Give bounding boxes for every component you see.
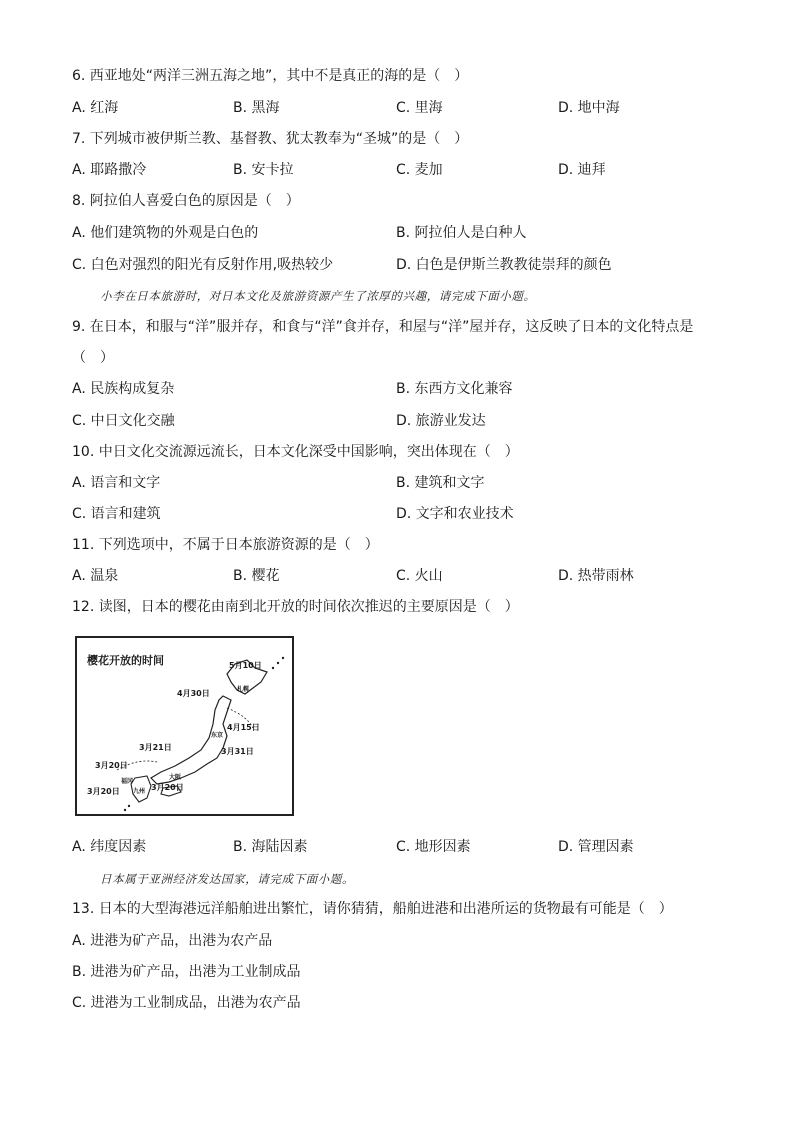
q8-stem: 8. 阿拉伯人喜爱白色的原因是（ ） bbox=[72, 193, 300, 209]
q9-stem-continued: （ ） bbox=[72, 350, 114, 366]
q13-option-c: C. 进港为工业制成品，出港为农产品 bbox=[72, 995, 301, 1011]
map-title: 樱花开放的时间 bbox=[87, 654, 164, 667]
q13-option-a: A. 进港为矿产品，出港为农产品 bbox=[72, 933, 273, 949]
map-city-tokyo: 东京 bbox=[211, 732, 224, 739]
q8-option-b: B. 阿拉伯人是白种人 bbox=[396, 225, 527, 241]
map-label-may10: 5月10日 bbox=[229, 661, 262, 670]
q13-option-b: B. 进港为矿产品，出港为工业制成品 bbox=[72, 964, 301, 980]
map-label-mar20-a: 3月20日 bbox=[95, 761, 128, 770]
q11-option-b: B. 樱花 bbox=[233, 568, 280, 584]
q9-option-b: B. 东西方文化兼容 bbox=[396, 381, 513, 397]
map-label-mar20-c: 3月20日 bbox=[151, 783, 184, 792]
map-label-mar20-b: 3月20日 bbox=[87, 787, 120, 796]
q6-option-d: D. 地中海 bbox=[558, 100, 620, 116]
map-city-osaka: 大阪 bbox=[169, 774, 182, 781]
q6-option-b: B. 黑海 bbox=[233, 100, 280, 116]
q7-option-d: D. 迪拜 bbox=[558, 162, 606, 178]
map-city-fukuoka: 福冈 bbox=[121, 778, 134, 785]
q11-stem: 11. 下列选项中，不属于日本旅游资源的是（ ） bbox=[72, 537, 379, 553]
map-city-sapporo: 札幌 bbox=[237, 686, 250, 693]
q12-option-b: B. 海陆因素 bbox=[233, 839, 308, 855]
q9-option-a: A. 民族构成复杂 bbox=[72, 381, 175, 397]
q7-option-a: A. 耶路撒冷 bbox=[72, 162, 147, 178]
q8-option-d: D. 白色是伊斯兰教教徒崇拜的颜色 bbox=[396, 257, 612, 273]
q12-option-a: A. 纬度因素 bbox=[72, 839, 147, 855]
q8-option-a: A. 他们建筑物的外观是白色的 bbox=[72, 225, 259, 241]
map-label-apr15: 4月15日 bbox=[227, 723, 260, 732]
q10-option-b: B. 建筑和文字 bbox=[396, 475, 485, 491]
q7-option-b: B. 安卡拉 bbox=[233, 162, 294, 178]
q6-option-a: A. 红海 bbox=[72, 100, 119, 116]
q12-stem: 12. 读图，日本的樱花由南到北开放的时间依次推迟的主要原因是（ ） bbox=[72, 599, 519, 615]
section-note: 小李在日本旅游时，对日本文化及旅游资源产生了浓厚的兴趣，请完成下面小题。 bbox=[100, 289, 536, 303]
q9-option-c: C. 中日文化交融 bbox=[72, 413, 175, 429]
q6-option-c: C. 里海 bbox=[396, 100, 443, 116]
q8-option-c: C. 白色对强烈的阳光有反射作用,吸热较少 bbox=[72, 257, 334, 273]
q10-option-d: D. 文字和农业技术 bbox=[396, 506, 514, 522]
q7-stem: 7. 下列城市被伊斯兰教、基督教、犹太教奉为“圣城”的是（ ） bbox=[72, 131, 469, 147]
map-label-mar31: 3月31日 bbox=[221, 747, 254, 756]
q11-option-c: C. 火山 bbox=[396, 568, 443, 584]
q13-stem: 13. 日本的大型海港远洋船舶进出繁忙，请你猜猜，船舶进港和出港所运的货物最有可能是（ ） bbox=[72, 901, 673, 917]
q10-stem: 10. 中日文化交流源远流长，日本文化深受中国影响，突出体现在（ ） bbox=[72, 444, 519, 460]
q11-option-d: D. 热带雨林 bbox=[558, 568, 634, 584]
map-city-kyushu: 九州 bbox=[133, 788, 146, 795]
cherry-blossom-map bbox=[75, 636, 294, 816]
q9-option-d: D. 旅游业发达 bbox=[396, 413, 486, 429]
section-note-2: 日本属于亚洲经济发达国家，请完成下面小题。 bbox=[100, 872, 355, 886]
q12-option-d: D. 管理因素 bbox=[558, 839, 634, 855]
q10-option-c: C. 语言和建筑 bbox=[72, 506, 161, 522]
q10-option-a: A. 语言和文字 bbox=[72, 475, 161, 491]
q12-option-c: C. 地形因素 bbox=[396, 839, 471, 855]
q7-option-c: C. 麦加 bbox=[396, 162, 443, 178]
map-label-apr30: 4月30日 bbox=[177, 689, 210, 698]
map-label-mar21: 3月21日 bbox=[139, 743, 172, 752]
q6-stem: 6. 西亚地处“两洋三洲五海之地”，其中不是真正的海的是（ ） bbox=[72, 68, 469, 84]
q9-stem: 9. 在日本，和服与“洋”服并存，和食与“洋”食并存，和屋与“洋”屋并存，这反映了日本的文化特点是 bbox=[72, 319, 694, 335]
q11-option-a: A. 温泉 bbox=[72, 568, 119, 584]
